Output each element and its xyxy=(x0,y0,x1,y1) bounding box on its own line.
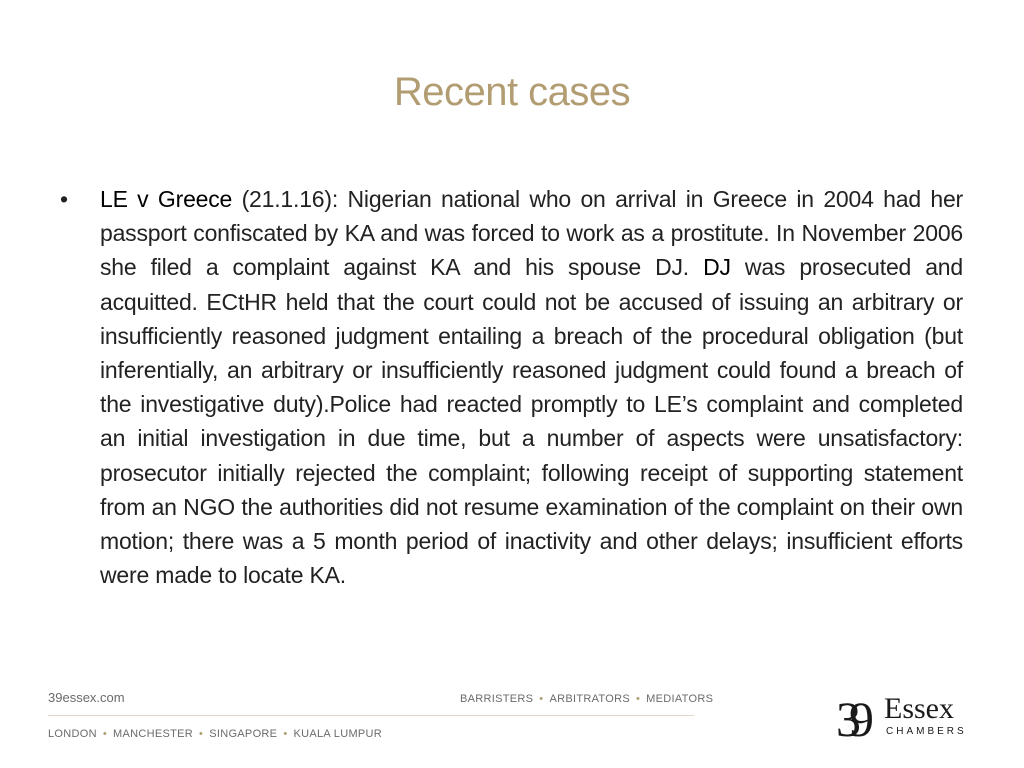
footer-roles xyxy=(460,693,713,705)
separator-dot: • xyxy=(283,728,288,740)
office-manchester: MANCHESTER xyxy=(113,728,194,740)
separator-dot: • xyxy=(635,693,641,705)
case-description-part-1: Nigerian national who on arrival in Greece in 2004 had her passport confiscated by KA and was forced to work as a prostitute. In November 2006 she filed a complaint against KA and his spouse DJ. xyxy=(100,186,963,281)
role-barristers: BARRISTERS xyxy=(460,693,534,705)
case-description-part-2: was prosecuted and acquitted. ECtHR held that the court could not be accused of issuing an arbitrary or insufficiently reasoned judgment entailing a breach of the procedural obligation (but inferentially, an arbitrary or insufficiently reasoned judgment could found a breach of the investigative duty).Police had reacted promptly to LE’s complaint and completed an initial investigation in due time, but a number of aspects were unsatisfactory: prosecutor initially rejected the complaint; following receipt of supporting statement from an NGO the authorities did not resume examination of the complaint on their own motion; there was a 5 month period of inactivity and other delays; insufficient efforts were made to locate KA. xyxy=(100,254,963,589)
bullet-text xyxy=(100,182,963,592)
separator-dot: • xyxy=(539,693,544,705)
case-date: (21.1.16): xyxy=(232,186,348,212)
slide-title: Recent cases xyxy=(393,70,631,114)
office-singapore: SINGAPORE xyxy=(209,728,278,740)
footer-website[interactable]: 39essex.com xyxy=(48,690,125,705)
role-arbitrators: ARBITRATORS xyxy=(549,693,630,705)
slide-content xyxy=(60,182,963,592)
role-mediators: MEDIATORS xyxy=(646,693,714,705)
case-name-link[interactable]: LE v Greece xyxy=(100,186,233,212)
bullet-marker: • xyxy=(60,186,69,212)
essex-chambers-logo xyxy=(836,691,976,747)
footer-divider xyxy=(48,715,694,716)
logo-mark-39: 39 xyxy=(836,691,862,747)
separator-dot: • xyxy=(102,728,108,740)
dj-link[interactable]: DJ xyxy=(703,254,731,281)
logo-wordmark: Essex xyxy=(884,692,954,725)
logo-subtitle: CHAMBERS xyxy=(886,726,967,737)
office-kuala-lumpur: KUALA LUMPUR xyxy=(293,728,383,740)
separator-dot: • xyxy=(199,728,204,740)
bullet-item xyxy=(60,182,963,592)
footer-offices xyxy=(48,728,382,740)
office-london: LONDON xyxy=(48,728,97,740)
